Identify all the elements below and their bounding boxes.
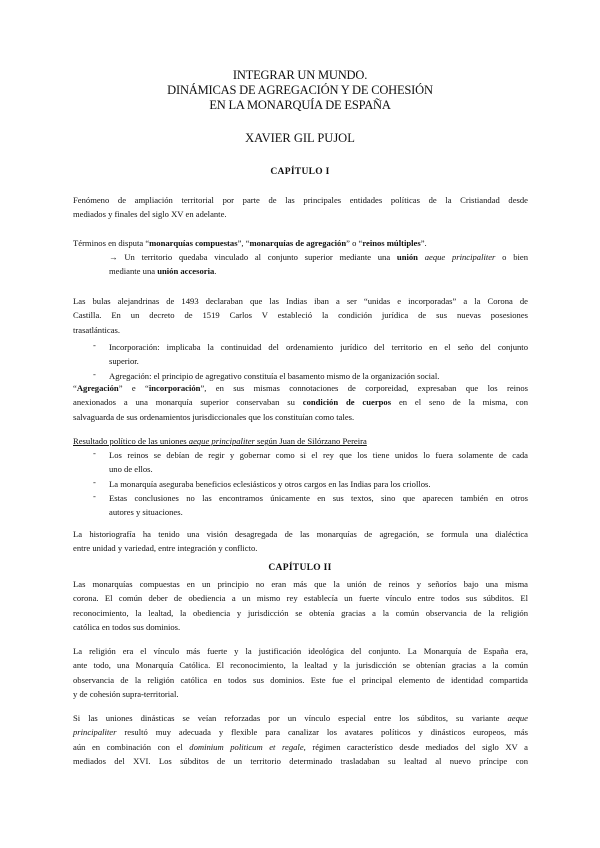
paragraph-line: ante todo, una Monarquía Católica. El reconocimiento, la lealtad y la jurisdicción se obtenían gracias a la común [73, 660, 528, 671]
paragraph-line: Las monarquías compuestas en un principio no eran más que la unión de reinos y señoríos bajo una misma [73, 579, 528, 589]
document-title-line-1: INTEGRAR UN MUNDO. [232, 68, 368, 82]
paragraph-line: La historiografía ha tenido una visión desagregada de las monarquías de agregación, se formula una dialéctica [73, 529, 528, 539]
bullet-benefits-criollos: La monarquía aseguraba beneficios eclesiásticos y otros cargos en las Indias para los criollos. [109, 479, 431, 489]
paragraph-line: La religión era el vínculo más fuerte y la justificación ideológica del conjunto. La Monarquía de España era, [73, 646, 528, 656]
paragraph-line: observancia de la religión católica en todos sus dominios. Este fue el principal elemento de identidad compartida [73, 674, 528, 685]
paragraph-line: católica en todos sus dominios. [73, 621, 181, 632]
term-multiple-kingdoms: reinos múltiples [362, 238, 421, 248]
chapter-2-paragraph-2 [73, 644, 528, 701]
chapter-1-paragraph-3 [73, 381, 528, 424]
bullet-dash: - [93, 477, 96, 487]
paragraph-line: aún en combinación con el dominium politicum et regale, régimen característico desde mediados del siglo XV a [73, 741, 528, 752]
chapter-2-heading: CAPÍTULO II [268, 563, 332, 573]
chapter-1-paragraph-1 [73, 193, 528, 222]
chapter-1-paragraph-2 [73, 294, 528, 337]
document-title-line-3: EN LA MONARQUÍA DE ESPAÑA [209, 98, 391, 112]
paragraph-line: Castilla. En un decreto de 1519 Carlos V estableció la condición jurídica de sus nuevas posesiones [73, 310, 528, 321]
bullet-dash: - [93, 369, 96, 379]
paragraph-line: principaliter resultó muy adecuada y flexible para canalizar los avatares políticos y dinásticos europeos, más [73, 727, 528, 738]
paragraph-line: “Agregación” e “incorporación”, en sus mismas connotaciones de corporeidad, expresaban que los reinos [73, 383, 528, 393]
paragraph-line: mediados y finales del siglo XV en adelante. [73, 209, 227, 220]
bullet-govern-separately: Los reinos se debían de regir y gobernar como si el rey que los tiene unidos lo fuera solamente de cada uno de ellos. [109, 450, 528, 475]
bullet-dash: - [93, 448, 96, 458]
paragraph-line: anexionados a una monarquía superior conservaban su condición de cuerpos en el seno de la misma, con [73, 397, 529, 408]
paragraph-line: y de cohesión supra-territorial. [73, 688, 179, 699]
union-types-note [109, 250, 528, 279]
paragraph-line: → Un territorio quedaba vinculado al conjunto superior mediante una unión aeque principaliter o bien [109, 252, 528, 262]
bullet-dash: - [93, 491, 96, 501]
term-aggregation-monarchies: monarquías de agregación [249, 238, 347, 248]
paragraph-line: mediados del XVI. Los súbditos de un territorio determinado trasladaban su lealtad al nuevo príncipe con [73, 755, 528, 766]
chapter-1-paragraph-4 [73, 527, 528, 556]
paragraph-line: trasatlánticas. [73, 324, 121, 335]
bullet-incorporation: Incorporación: implicaba la continuidad del ordenamiento jurídico del territorio en el seño del conjunto superior. [109, 342, 528, 367]
document-title-line-2: DINÁMICAS DE AGREGACIÓN Y DE COHESIÓN [167, 83, 433, 97]
paragraph-line: mediante una unión accesoria. [109, 266, 217, 277]
chapter-2-paragraph-1 [73, 577, 528, 634]
paragraph-line: Fenómeno de ampliación territorial por parte de las principales entidades políticas de la Cristiandad desde [73, 195, 528, 205]
paragraph-line: Términos en disputa “monarquías compuestas”, “monarquías de agregación” o “reinos múltiples”. [73, 238, 427, 248]
terms-in-dispute [73, 236, 528, 250]
bullet-conclusions: Estas conclusiones no las encontramos únicamente en sus textos, sino que aparecen también en otros autores y situaciones. [109, 493, 528, 518]
paragraph-line: Las bulas alejandrinas de 1493 declaraban que las Indias iban a ser “unidas e incorporadas” a la Corona de [73, 296, 528, 306]
paragraph-line: Si las uniones dinásticas se veían reforzadas por un vínculo especial entre los súbditos, su variante aeque [73, 713, 528, 723]
paragraph-line: reconocimiento, la lealtad, la obediencia y jurisdicción se obtenía gracias a la común observancia de la religión [73, 607, 528, 618]
paragraph-line: entre unidad y variedad, entre integración y conflicto. [73, 543, 258, 554]
bullet-aggregation: Agregación: el principio de agregativo constituía el basamento mismo de la organización social. [109, 371, 440, 381]
author-name: XAVIER GIL PUJOL [245, 131, 355, 145]
bullet-dash: - [93, 340, 96, 350]
chapter-2-paragraph-3 [73, 711, 528, 768]
paragraph-line: Resultado político de las uniones aeque principaliter según Juan de Silórzano Pereira [73, 436, 367, 446]
term-compound-monarchies: monarquías compuestas [149, 238, 238, 248]
paragraph-line: salvaguarda de sus ordenamientos jurisdiccionales que los constituían como tales. [73, 411, 355, 422]
result-heading [73, 434, 528, 448]
chapter-1-heading: CAPÍTULO I [270, 167, 330, 177]
paragraph-line: corona. El común deber de obediencia a un mismo rey establecía un fuerte vínculo entre todos sus súbditos. El [73, 593, 528, 604]
